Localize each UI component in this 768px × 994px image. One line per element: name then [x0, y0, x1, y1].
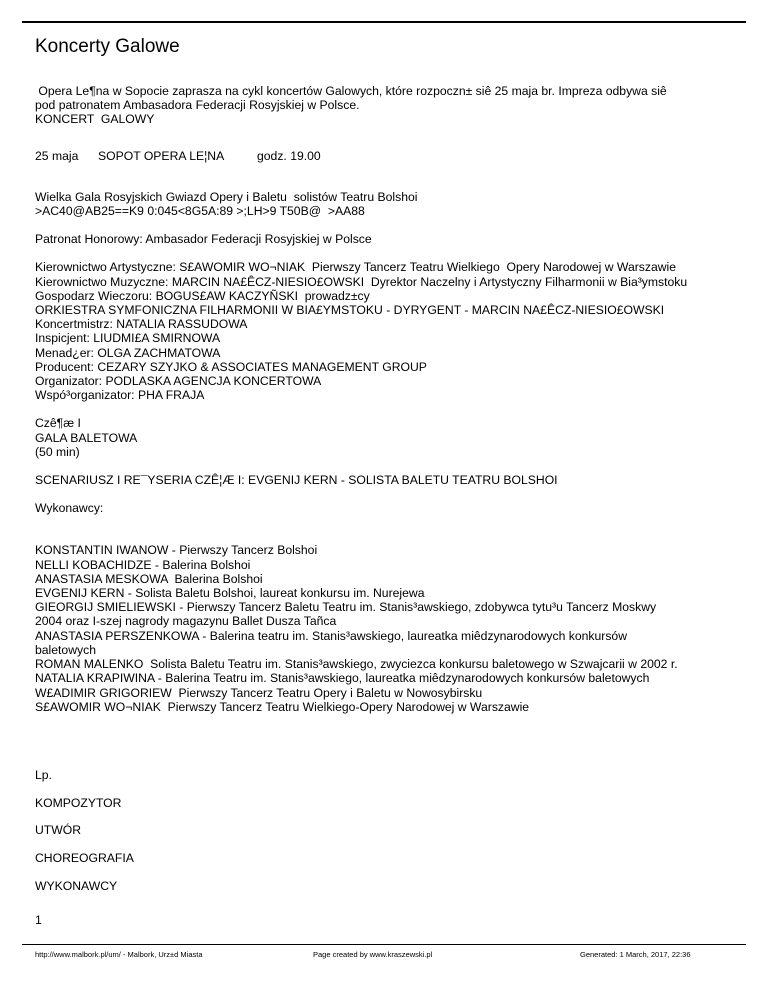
staff-line: Producent: CEZARY SZYJKO & ASSOCIATES MANAGEMENT GROUP — [35, 359, 427, 374]
staff-line: Gospodarz Wieczoru: BOGUS£AW KACZYÑSKI prowadz±cy — [35, 288, 370, 303]
performer-line: NATALIA KRAPIWINA - Balerina Teatru im. Stanis³awskiego, laureatka miêdzynarodowych konkursów baletowych — [35, 671, 650, 686]
top-rule — [22, 21, 746, 23]
event-place: SOPOT OPERA LE¦NA — [98, 148, 225, 163]
staff-line: Organizator: PODLASKA AGENCJA KONCERTOWA — [35, 374, 322, 389]
staff-line: Kierownictwo Artystyczne: S£AWOMIR WO¬NIAK Pierwszy Tancerz Teatru Wielkiego Opery Narodowej w Warszawie — [35, 260, 677, 275]
page-title: Koncerty Galowe — [35, 36, 180, 57]
article-body — [35, 84, 740, 714]
table-header-lp: Lp. — [35, 768, 52, 782]
event-date: 25 maja — [35, 148, 79, 163]
table-row-number: 1 — [35, 913, 42, 927]
scenario-line: SCENARIUSZ I RE¯YSERIA CZÊ¦Æ I: EVGENIJ KERN - SOLISTA BALETU TEATRU BOLSHOI — [35, 473, 558, 488]
intro-line: Opera Le¶na w Sopocie zaprasza na cykl koncertów Galowych, które rozpoczn± siê 25 maja br. Impreza odbywa siê — [35, 84, 667, 98]
staff-line: Menad¿er: OLGA ZACHMATOWA — [35, 345, 221, 360]
part-line: Czê¶æ I — [35, 416, 81, 431]
table-header-composer: KOMPOZYTOR — [35, 796, 122, 810]
footer-rule — [22, 944, 746, 945]
performer-line: GIEORGIJ SMIELIEWSKI - Pierwszy Tancerz Baletu Teatru im. Stanis³awskiego, zdobywca tytu³u Tancerz Moskwy — [35, 600, 657, 615]
event-time: godz. 19.00 — [257, 148, 321, 163]
performer-line: ANASTASIA MESKOWA Balerina Bolshoi — [35, 571, 263, 586]
staff-line: ORKIESTRA SYMFONICZNA FILHARMONII W BIA£YMSTOKU - DYRYGENT - MARCIN NA£ÊCZ-NIESIO£OWSKI — [35, 303, 665, 318]
staff-line: Inspicjent: LIUDMI£A SMIRNOWA — [35, 331, 221, 346]
staff-line: Koncertmistrz: NATALIA RASSUDOWA — [35, 317, 248, 332]
performer-line: W£ADIMIR GRIGORIEW Pierwszy Tancerz Teatru Opery i Baletu w Nowosybirsku — [35, 685, 483, 700]
intro-line: pod patronatem Ambasadora Federacji Rosyjskiej w Polsce. — [35, 98, 360, 113]
performers-label: Wykonawcy: — [35, 501, 104, 516]
performer-line: ANASTASIA PERSZENKOWA - Balerina teatru im. Stanis³awskiego, laureatka miêdzynarodowych konkursów — [35, 628, 628, 643]
performer-line: EVGENIJ KERN - Solista Baletu Bolshoi, laureat konkursu im. Nurejewa — [35, 586, 425, 601]
table-header-choreography: CHOREOGRAFIA — [35, 851, 134, 865]
performer-line: NELLI KOBACHIDZE - Balerina Bolshoi — [35, 557, 251, 572]
staff-line: Wspó³organizator: PHA FRAJA — [35, 388, 205, 403]
performer-line: 2004 oraz I-szej nagrody magazynu Ballet Dusza Tañca — [35, 614, 337, 629]
performer-line: baletowych — [35, 642, 96, 657]
footer-credit: Page created by www.kraszewski.pl — [313, 950, 433, 959]
footer-generated: Generated: 1 March, 2017, 22:36 — [580, 950, 691, 959]
performer-line: ROMAN MALENKO Solista Baletu Teatru im. Stanis³awskiego, zwyciezca konkursu baletowego w Szwajcarii w 2002 r. — [35, 657, 678, 672]
intro-line: KONCERT GALOWY — [35, 112, 155, 127]
table-header-work: UTWÓR — [35, 823, 82, 837]
performer-line: S£AWOMIR WO¬NIAK Pierwszy Tancerz Teatru Wielkiego-Opery Narodowej w Warszawie — [35, 699, 530, 714]
event-row — [35, 149, 740, 163]
part-line: GALA BALETOWA — [35, 430, 138, 445]
part-line: (50 min) — [35, 444, 80, 459]
footer-source-link[interactable]: http://www.malbork.pl/um/ - Malbork, Urz±d Miasta — [35, 950, 203, 959]
performer-line: KONSTANTIN IWANOW - Pierwszy Tancerz Bolshoi — [35, 543, 318, 558]
staff-line: Kierownictwo Muzyczne: MARCIN NA£ÊCZ-NIESIO£OWSKI Dyrektor Naczelny i Artystyczny Filharmonii w Bia³ymstoku — [35, 274, 688, 289]
gala-line: Wielka Gala Rosyjskich Gwiazd Opery i Baletu solistów Teatru Bolshoi — [35, 189, 418, 204]
patronat-line: Patronat Honorowy: Ambasador Federacji Rosyjskiej w Polsce — [35, 232, 372, 247]
table-header-performers: WYKONAWCY — [35, 879, 118, 893]
gala-line: >AC40@AB25==K9 0:045<8G5A:89 >;LH>9 T50B@ >AA88 — [35, 204, 365, 219]
